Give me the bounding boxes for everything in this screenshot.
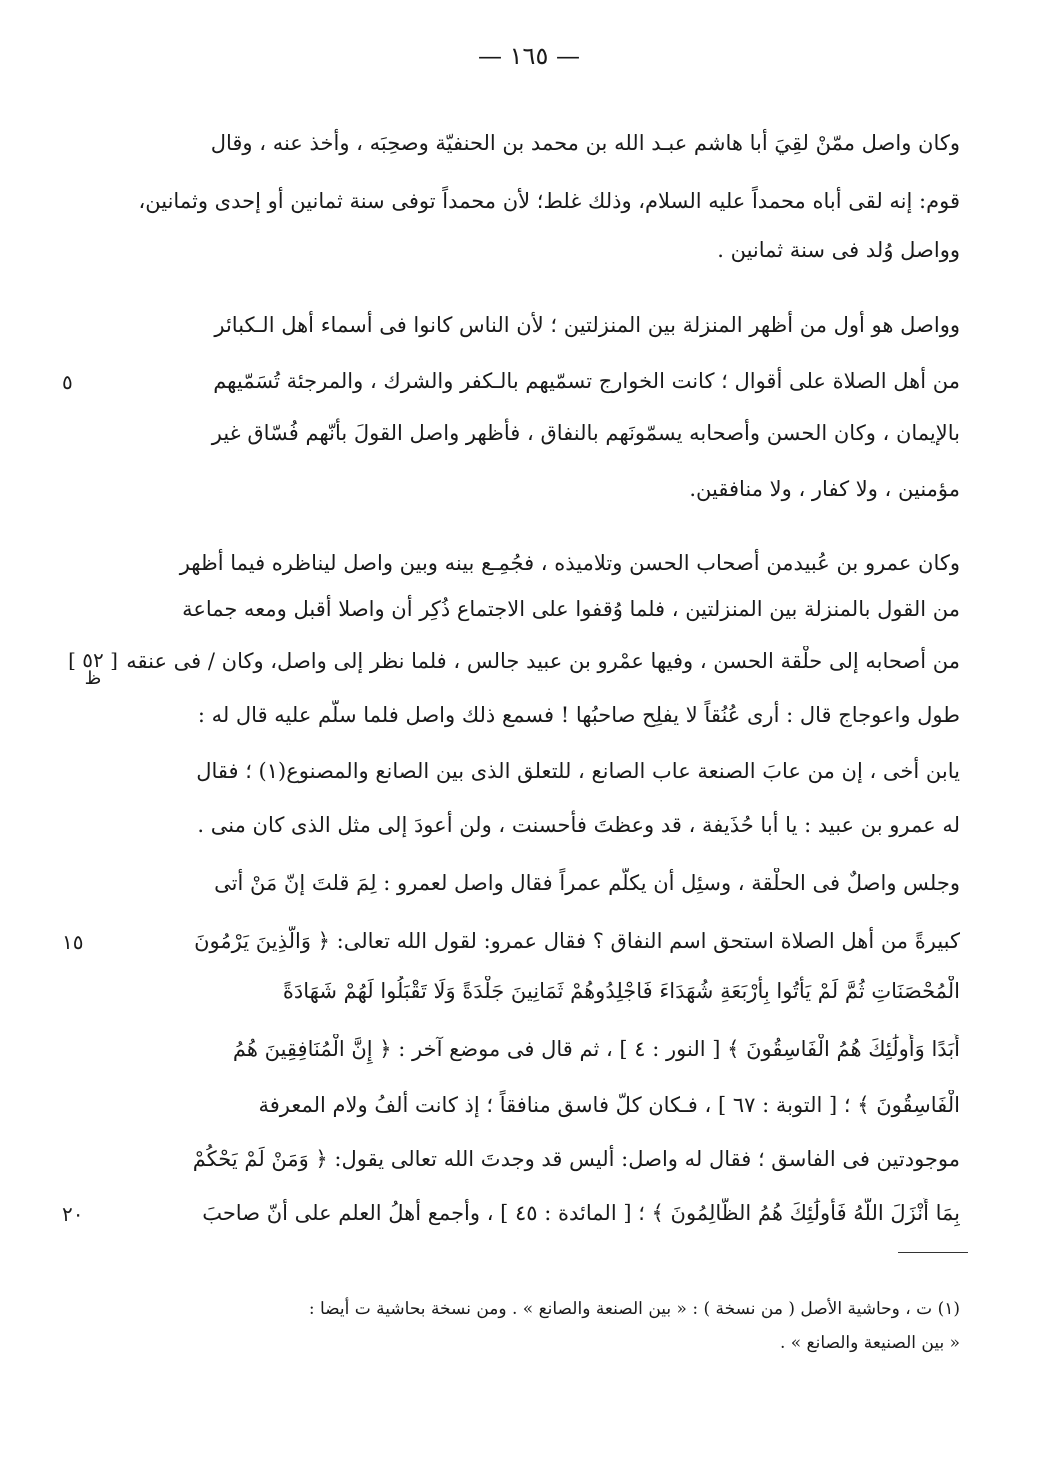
footnote-line: « بين الصنيعة والصانع » . [779, 1333, 960, 1353]
text-line: بِمَا أَنْزَلَ اللَّهُ فَأُولَٰئِكَ هُمُ الظَّالِمُونَ ﴾ ؛ [ المائدة : ٤٥ ] ، وأجمع أهلُ العلم على أنّ صاحبَ [202, 1201, 960, 1225]
text-line: له عمرو بن عبيد : يا أبا حُذَيفة ، قد وعظتَ فأحسنت ، ولن أعودَ إلى مثل الذى كان منى . [197, 813, 960, 837]
text-line: من القول بالمنزلة بين المنزلتين ، فلما وُقفوا على الاجتماع ذُكِر أن واصلا أقبل ومعه جماعة [182, 597, 960, 621]
text-line: من أهل الصلاة على أقوال ؛ كانت الخوارج تسمّيهم بالـكفر والشرك ، والمرجئة تُسَمّيهم [213, 369, 960, 393]
text-line: وواصل وُلد فى سنة ثمانين . [717, 238, 960, 262]
footnote-separator [898, 1252, 968, 1253]
text-line: أَبَدًا وَأُولَٰئِكَ هُمُ الْفَاسِقُونَ ﴾ [ النور : ٤ ] ، ثم قال فى موضع آخر : ﴿ إِنَّ الْمُنَافِقِينَ هُمُ [232, 1037, 960, 1061]
text-line: وجلس واصلٌ فى الحلْقة ، وسئِل أن يكلّم عمراً فقال واصل لعمرو : لِمَ قلتَ إنّ مَنْ أتى [214, 871, 960, 895]
folio-side: ظ [84, 668, 102, 689]
text-line: مؤمنين ، ولا كفار ، ولا منافقين. [689, 477, 960, 501]
text-line: الْمُحْصَنَاتِ ثُمَّ لَمْ يَأْتُوا بِأَرْبَعَةِ شُهَدَاءَ فَاجْلِدُوهُمْ ثَمَانِينَ جَلْدَةً وَلَا تَقْبَلُوا لَهُمْ شَهَادَةً [282, 979, 960, 1003]
text-line: موجودتين فى الفاسق ؛ فقال له واصل: أليس قد وجدتَ الله تعالى يقول: ﴿ وَمَنْ لَمْ يَحْكُمْ [192, 1147, 960, 1171]
folio-number: [ ٥٢ ] [68, 648, 118, 672]
page-number: — ١٦٥ — [478, 42, 580, 70]
text-line: وواصل هو أول من أظهر المنزلة بين المنزلتين ؛ لأن الناس كانوا فى أسماء أهل الـكبائر [214, 313, 960, 337]
text-line: قوم: إنه لقى أباه محمداً عليه السلام، وذلك غلط؛ لأن محمداً توفى سنة ثمانين أو إحدى وثمانين، [138, 189, 960, 213]
text-line: من أصحابه إلى حلْقة الحسن ، وفيها عمْرو بن عبيد جالس ، فلما نظر إلى واصل، وكان / فى عنقه [126, 649, 960, 673]
text-line: طول واعوجاج قال : أرى عُنُقاً لا يفلِح صاحبُها ! فسمع ذلك واصل فلما سلّم عليه قال له : [197, 703, 960, 727]
footnote-line: (١) ت ، وحاشية الأصل ( من نسخة ) : « بين الصنعة والصانع » . ومن نسخة بحاشية ت أيضا : [308, 1299, 960, 1319]
text-line: وكان عمرو بن عُبيدمن أصحاب الحسن وتلاميذه ، فجُمِـع بينه وبين واصل ليناظره فيما أظهر [179, 551, 960, 575]
text-line: وكان واصل ممّنْ لقِيَ أبا هاشم عبـد الله بن محمد بن الحنفيّة وصحِبَه ، وأخذ عنه ، وقال [210, 131, 960, 155]
line-number: ٥ [62, 370, 73, 394]
text-line: بالإيمان ، وكان الحسن وأصحابه يسمّونَهم بالنفاق ، فأظهر واصل القولَ بأنّهم فُسّاق غير [211, 421, 960, 445]
line-number: ٢٠ [62, 1202, 84, 1226]
line-number: ١٥ [62, 930, 84, 954]
manuscript-folio-ref [58, 648, 128, 689]
text-line: الْفَاسِقُونَ ﴾ ؛ [ التوبة : ٦٧ ] ، فـكان كلّ فاسق منافقاً ؛ إذ كانت ألفُ ولام المعرفة [258, 1093, 960, 1117]
text-line: كبيرةً من أهل الصلاة استحق اسم النفاق ؟ فقال عمرو: لقول الله تعالى: ﴿ وَالَّذِينَ يَرْمُونَ [194, 929, 960, 953]
text-line: يابن أخى ، إن من عابَ الصنعة عاب الصانع ، للتعلق الذى بين الصانع والمصنوع(١) ؛ فقال [196, 759, 960, 783]
